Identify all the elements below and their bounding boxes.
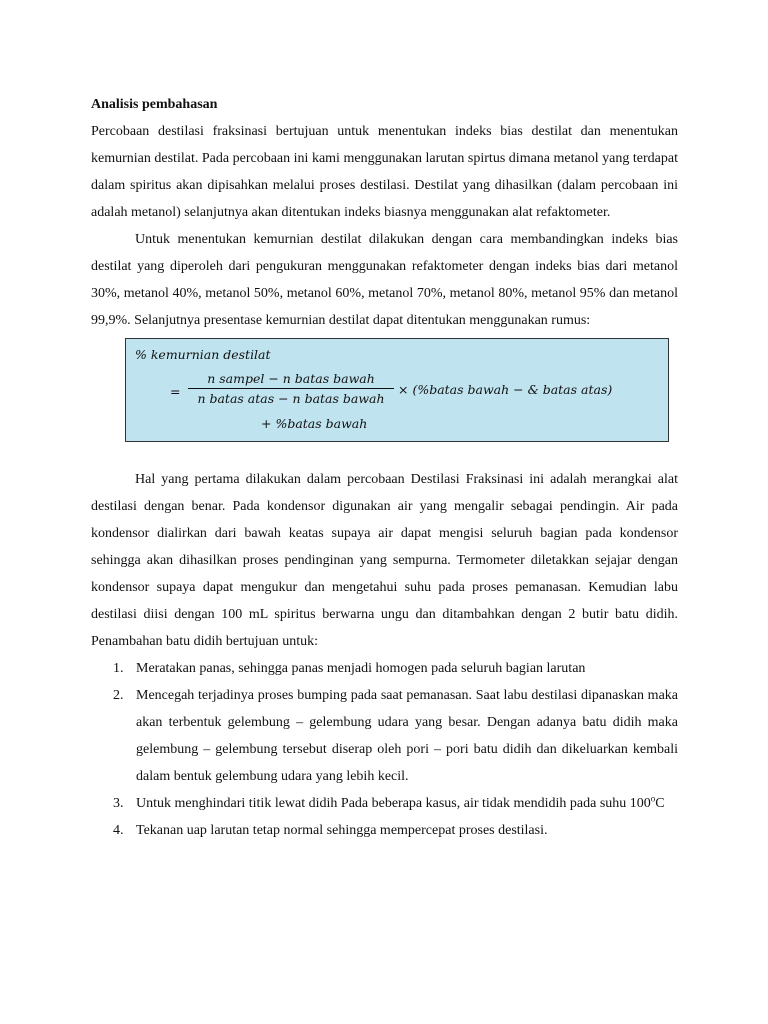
formula-lhs: % kemurnian destilat: [135, 347, 271, 362]
paragraph-1: Percobaan destilasi fraksinasi bertujuan untuk menentukan indeks bias destilat dan menentukan kemurnian destilat. Pada percobaan ini kami menggunakan larutan spirtus dimana metanol yang terdapat dalam spiritus akan dipisahkan melalui proses destilasi. Destilat yang dihasilkan (dalam percobaan ini adalah metanol) selanjutnya akan ditentukan indeks biasnya menggunakan alat refaktometer.: [91, 124, 678, 220]
formula-box: [125, 338, 669, 442]
section-heading: Analisis pembahasan: [91, 97, 218, 112]
list-item: [91, 790, 678, 817]
paragraph-2: Untuk menentukan kemurnian destilat dilakukan dengan cara membandingkan indeks bias destilat yang diperoleh dari pengukuran menggunakan refaktometer dengan indeks bias dari metanol 30%, metanol 40%, metanol 50%, metanol 60%, metanol 70%, metanol 80%, metanol 95% dan metanol 99,9%. Selanjutnya presentase kemurnian destilat dapat ditentukan menggunakan rumus:: [91, 232, 678, 328]
purpose-list: [91, 655, 678, 844]
formula-numerator: n sampel − n batas bawah: [207, 371, 375, 386]
degree-superscript: o: [650, 793, 656, 804]
formula-fraction: [186, 371, 396, 406]
formula-equals: =: [170, 384, 181, 399]
spacer: [91, 442, 678, 466]
list-number: 1.: [113, 661, 124, 676]
list-item: [91, 682, 678, 790]
unit-text: C: [655, 796, 665, 811]
formula-addend: + %batas bawah: [261, 416, 368, 431]
list-number: 4.: [113, 823, 124, 838]
list-text: Untuk menghindari titik lewat didih Pada beberapa kasus, air tidak mendidih pada suhu 100: [136, 796, 651, 811]
formula-denominator: n batas atas − n batas bawah: [197, 391, 385, 406]
list-text: Meratakan panas, sehingga panas menjadi homogen pada seluruh bagian larutan: [136, 661, 586, 676]
list-item: [91, 817, 678, 844]
list-text: Tekanan uap larutan tetap normal sehingga mempercepat proses destilasi.: [136, 823, 548, 838]
list-number: 2.: [113, 688, 124, 703]
list-text: Mencegah terjadinya proses bumping pada saat pemanasan. Saat labu destilasi dipanaskan maka akan terbentuk gelembung – gelembung udara yang besar. Dengan adanya batu didih maka gelembung – gelembung tersebut diserap oleh pori – pori batu didih dan dikeluarkan kembali dalam bentuk gelembung udara yang lebih kecil.: [136, 688, 678, 784]
list-number: 3.: [113, 796, 124, 811]
document-content: [91, 91, 678, 844]
list-item: [91, 655, 678, 682]
paragraph-3: Hal yang pertama dilakukan dalam percobaan Destilasi Fraksinasi ini adalah merangkai alat destilasi dengan benar. Pada kondensor digunakan air yang mengalir sebagai pendingin. Air pada kondensor dialirkan dari bawah keatas supaya air dapat mengisi seluruh bagian pada kondensor sehingga akan dihasilkan proses pendinginan yang sempurna. Termometer diletakkan sejajar dengan kondensor supaya dapat mengukur dan mengetahui suhu pada proses pemanasan. Kemudian labu destilasi diisi dengan 100 mL spiritus berwarna ungu dan ditambahkan dengan 2 butir batu didih. Penambahan batu didih bertujuan untuk:: [91, 472, 678, 649]
formula-multiplier: × (%batas bawah − & batas atas): [398, 382, 613, 397]
